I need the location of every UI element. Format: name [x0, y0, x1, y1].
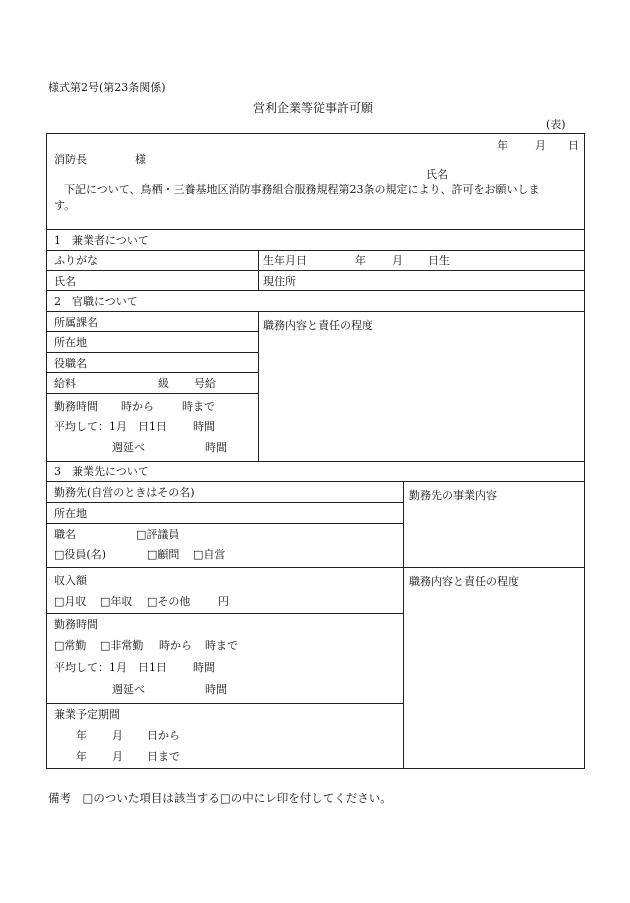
checkbox-icon[interactable]: □ — [193, 548, 204, 561]
job-title-label: 職名 — [54, 528, 76, 541]
period-from-year: 年 — [76, 729, 87, 742]
birth-year: 年 — [355, 254, 366, 267]
section2-heading: 2 官職について — [54, 295, 138, 308]
checkbox-icon[interactable]: □ — [147, 595, 158, 608]
employer-label: 勤務先(自営のときはその名) — [54, 486, 195, 499]
period-until-month: 月 — [112, 750, 123, 763]
parttime-option[interactable] — [100, 640, 143, 651]
row-divider — [46, 290, 585, 291]
period-from-month: 月 — [112, 729, 123, 742]
employer-avg-text: 平均して：1月 日1日 — [54, 661, 167, 674]
fulltime-option[interactable] — [54, 640, 86, 651]
date-month: 月 — [535, 139, 546, 152]
furigana-label: ふりがな — [54, 254, 98, 267]
row-divider — [46, 461, 585, 462]
row-divider — [46, 703, 404, 704]
row-divider — [46, 352, 259, 353]
table-bottom-border — [46, 768, 585, 769]
checkbox-icon[interactable]: □ — [147, 548, 158, 561]
date-day: 日 — [568, 139, 579, 152]
location-label: 所在地 — [54, 336, 87, 349]
name-label: 氏名 — [54, 275, 76, 288]
addressee-chief: 消防長 — [54, 153, 87, 166]
addressee-honorific: 様 — [135, 153, 146, 166]
income-label: 収入額 — [54, 574, 87, 587]
birth-day: 日生 — [428, 254, 450, 267]
employer-location-label: 所在地 — [54, 507, 87, 520]
duties3-label: 職務内容と責任の程度 — [409, 575, 519, 588]
address-label: 現住所 — [263, 275, 296, 288]
option-text: 役員(名) — [64, 548, 106, 561]
annual-option[interactable] — [100, 596, 132, 607]
row-divider — [46, 502, 404, 503]
row-divider — [46, 311, 585, 312]
form-number: 様式第2号(第23条関係) — [48, 81, 166, 94]
hours-label: 勤務時間 — [54, 400, 98, 413]
yen-unit: 円 — [218, 595, 229, 608]
period-from-day: 日から — [147, 729, 180, 742]
salary-grade: 級 — [158, 377, 169, 390]
date-year: 年 — [497, 139, 508, 152]
birth-month: 月 — [392, 254, 403, 267]
period-label: 兼業予定期間 — [54, 708, 120, 721]
option-text: 自営 — [203, 548, 226, 561]
request-text-line2: す。 — [54, 199, 76, 212]
employer-hours-label: 勤務時間 — [54, 618, 98, 631]
employer-hours-until: 時まで — [205, 639, 238, 652]
dept-label: 所属課名 — [54, 316, 98, 329]
avg-hours-text: 平均して：1月 日1日 — [54, 420, 167, 433]
table-top-border — [46, 133, 585, 134]
row-divider — [46, 270, 585, 271]
hours-from: 時から — [121, 400, 154, 413]
other-option[interactable] — [147, 596, 190, 607]
monthly-option[interactable] — [54, 596, 86, 607]
checkbox-icon[interactable]: □ — [54, 548, 65, 561]
employer-weekly-unit: 時間 — [205, 683, 227, 696]
section3-heading: 3 兼業先について — [54, 465, 149, 478]
option-text: 顧問 — [157, 548, 180, 561]
weekly-label: 週延べ — [112, 441, 145, 454]
advisor-option[interactable] — [147, 549, 179, 560]
salary-step: 号給 — [194, 377, 216, 390]
checkbox-icon[interactable]: □ — [100, 595, 111, 608]
row-divider — [46, 481, 585, 482]
checkbox-icon[interactable]: □ — [54, 595, 65, 608]
option-text: 年収 — [110, 595, 133, 608]
note-text: 備考 □のついた項目は該当する□の中にレ印を付してください。 — [48, 791, 392, 805]
col-divider — [403, 481, 404, 769]
option-text: その他 — [157, 595, 191, 608]
employer-hours-from: 時から — [159, 639, 192, 652]
side-label: (表) — [546, 118, 566, 131]
salary-label: 給料 — [54, 377, 76, 390]
option-text: 非常勤 — [110, 639, 144, 652]
officer-option[interactable] — [54, 549, 106, 560]
hours-until: 時まで — [182, 400, 215, 413]
option-text: 評議員 — [146, 528, 180, 541]
business-label: 勤務先の事業内容 — [409, 489, 497, 502]
col-divider — [258, 311, 259, 461]
employer-weekly-label: 週延べ — [112, 683, 145, 696]
option-text: 月収 — [64, 595, 87, 608]
checkbox-icon[interactable]: □ — [136, 528, 147, 541]
duties-label: 職務内容と責任の程度 — [263, 319, 373, 332]
form-title: 営利企業等従事許可願 — [253, 101, 374, 115]
row-divider — [46, 229, 585, 230]
self-employed-option[interactable] — [193, 549, 225, 560]
position-label: 役職名 — [54, 357, 87, 370]
employer-avg-unit: 時間 — [193, 661, 215, 674]
avg-hours-unit: 時間 — [193, 420, 215, 433]
section1-heading: 1 兼業者について — [54, 234, 149, 247]
row-divider — [46, 613, 404, 614]
checkbox-icon[interactable]: □ — [100, 639, 111, 652]
request-text-line1: 下記について、鳥栖・三養基地区消防事務組合服務規程第23条の規定により、許可をお願いしま — [64, 183, 540, 196]
row-divider — [46, 567, 585, 568]
row-divider — [46, 372, 259, 373]
weekly-unit: 時間 — [205, 441, 227, 454]
option-text: 常勤 — [64, 639, 87, 652]
period-until-year: 年 — [76, 750, 87, 763]
applicant-name-label: 氏名 — [426, 168, 448, 181]
row-divider — [46, 393, 259, 394]
row-divider — [46, 523, 404, 524]
councilor-option[interactable] — [136, 529, 179, 540]
birthdate-label: 生年月日 — [263, 254, 307, 267]
checkbox-icon[interactable]: □ — [54, 639, 65, 652]
row-divider — [46, 331, 259, 332]
period-until-day: 日まで — [147, 750, 180, 763]
row-divider — [46, 250, 585, 251]
